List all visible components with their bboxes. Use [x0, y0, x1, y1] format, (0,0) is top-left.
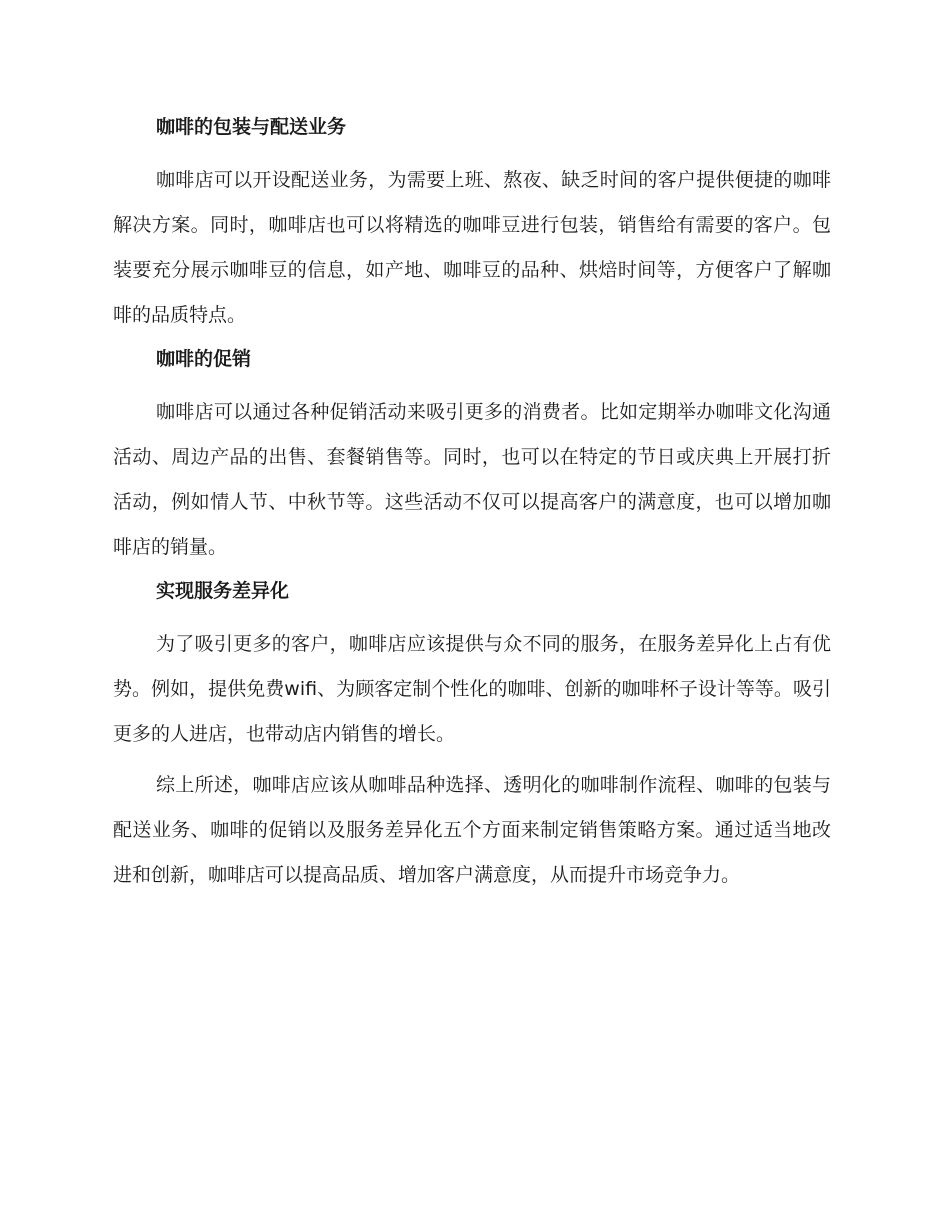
conclusion-paragraph: 综上所述，咖啡店应该从咖啡品种选择、透明化的咖啡制作流程、咖啡的包装与配送业务、咖啡的促销以及服务差异化五个方面来制定销售策略方案。通过适当地改进和创新，咖啡店可以提高品质、增加客户满意度，从而提升市场竞争力。	[113, 774, 831, 886]
section-heading-promotion: 咖啡的促销	[156, 348, 252, 370]
section-heading-packaging-delivery: 咖啡的包装与配送业务	[156, 116, 347, 138]
section-paragraph-service-differentiation: 为了吸引更多的客户，咖啡店应该提供与众不同的服务，在服务差异化上占有优势。例如，提供免费wifi、为顾客定制个性化的咖啡、创新的咖啡杯子设计等等。吸引更多的人进店，也带动店内销售的增长。	[113, 633, 831, 745]
section-paragraph-promotion: 咖啡店可以通过各种促销活动来吸引更多的消费者。比如定期举办咖啡文化沟通活动、周边产品的出售、套餐销售等。同时，也可以在特定的节日或庆典上开展打折活动，例如情人节、中秋节等。这些活动不仅可以提高客户的满意度，也可以增加咖啡店的销量。	[113, 401, 831, 558]
document-body	[113, 110, 831, 898]
section-heading-service-differentiation: 实现服务差异化	[156, 580, 290, 602]
section-paragraph-packaging-delivery: 咖啡店可以开设配送业务，为需要上班、熬夜、缺乏时间的客户提供便捷的咖啡解决方案。同时，咖啡店也可以将精选的咖啡豆进行包装，销售给有需要的客户。包装要充分展示咖啡豆的信息，如产地、咖啡豆的品种、烘焙时间等，方便客户了解咖啡的品质特点。	[113, 169, 831, 326]
